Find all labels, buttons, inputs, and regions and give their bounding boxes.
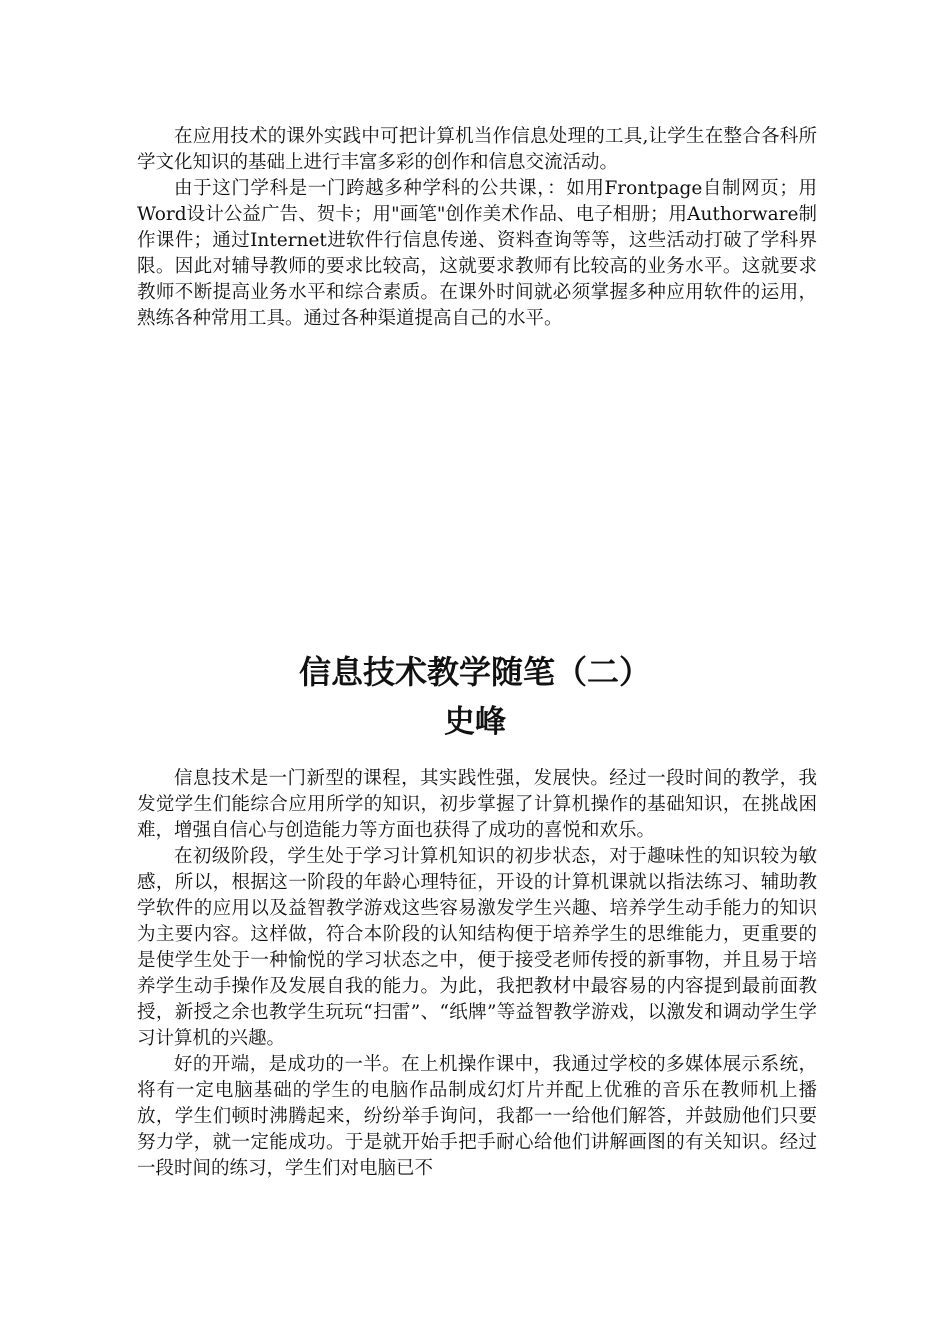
article-body (137, 766, 817, 1182)
paragraph: 信息技术是一门新型的课程，其实践性强，发展快。经过一段时间的教学，我发觉学生们能综合应用所学的知识，初步掌握了计算机操作的基础知识，在挑战困难，增强自信心与创造能力等方面也获得了成功的喜悦和欢乐。 (137, 768, 817, 841)
paragraph: 在初级阶段，学生处于学习计算机知识的初步状态，对于趣味性的知识较为敏感，所以，根据这一阶段的年龄心理特征，开设的计算机课就以指法练习、辅助教学软件的应用以及益智教学游戏这些容易激发学生兴趣、培养学生动手能力的知识为主要内容。这样做，符合本阶段的认知结构便于培养学生的思维能力，更重要的是使学生处于一种愉悦的学习状态之中，便于接受老师传授的新事物，并且易于培养学生动手操作及发展自我的能力。为此，我把教材中最容易的内容提到最前面教授，新授之余也教学生玩玩“扫雷”、“纸牌”等益智教学游戏，以激发和调动学生学习计算机的兴趣。 (137, 846, 817, 1049)
paragraph: 由于这门学科是一门跨越多种学科的公共课，：如用Frontpage自制网页；用Word设计公益广告、贺卡；用"画笔"创作美术作品、电子相册；用Authorware制作课件；通过Internet进软件行信息传递、资料查询等等，这些活动打破了学科界限。因此对辅导教师的要求比较高，这就要求教师有比较高的业务水平。这就要求教师不断提高业务水平和综合素质。在课外时间就必须掌握多种应用软件的运用，熟练各种常用工具。通过各种渠道提高自己的水平。 (137, 178, 817, 329)
paragraph: 在应用技术的课外实践中可把计算机当作信息处理的工具,让学生在整合各科所学文化知识的基础上进行丰富多彩的创作和信息交流活动。 (137, 126, 817, 173)
article-title: 信息技术教学随笔（二） (298, 653, 651, 691)
continued-section (137, 124, 817, 332)
paragraph: 好的开端，是成功的一半。在上机操作课中，我通过学校的多媒体展示系统，将有一定电脑基础的学生的电脑作品制成幻灯片并配上优雅的音乐在教师机上播放，学生们顿时沸腾起来，纷纷举手询问，我都一一给他们解答，并鼓励他们只要努力学，就一定能成功。于是就开始手把手耐心给他们讲解画图的有关知识。经过一段时间的练习，学生们对电脑已不 (137, 1054, 817, 1179)
article-author: 史峰 (444, 704, 506, 740)
